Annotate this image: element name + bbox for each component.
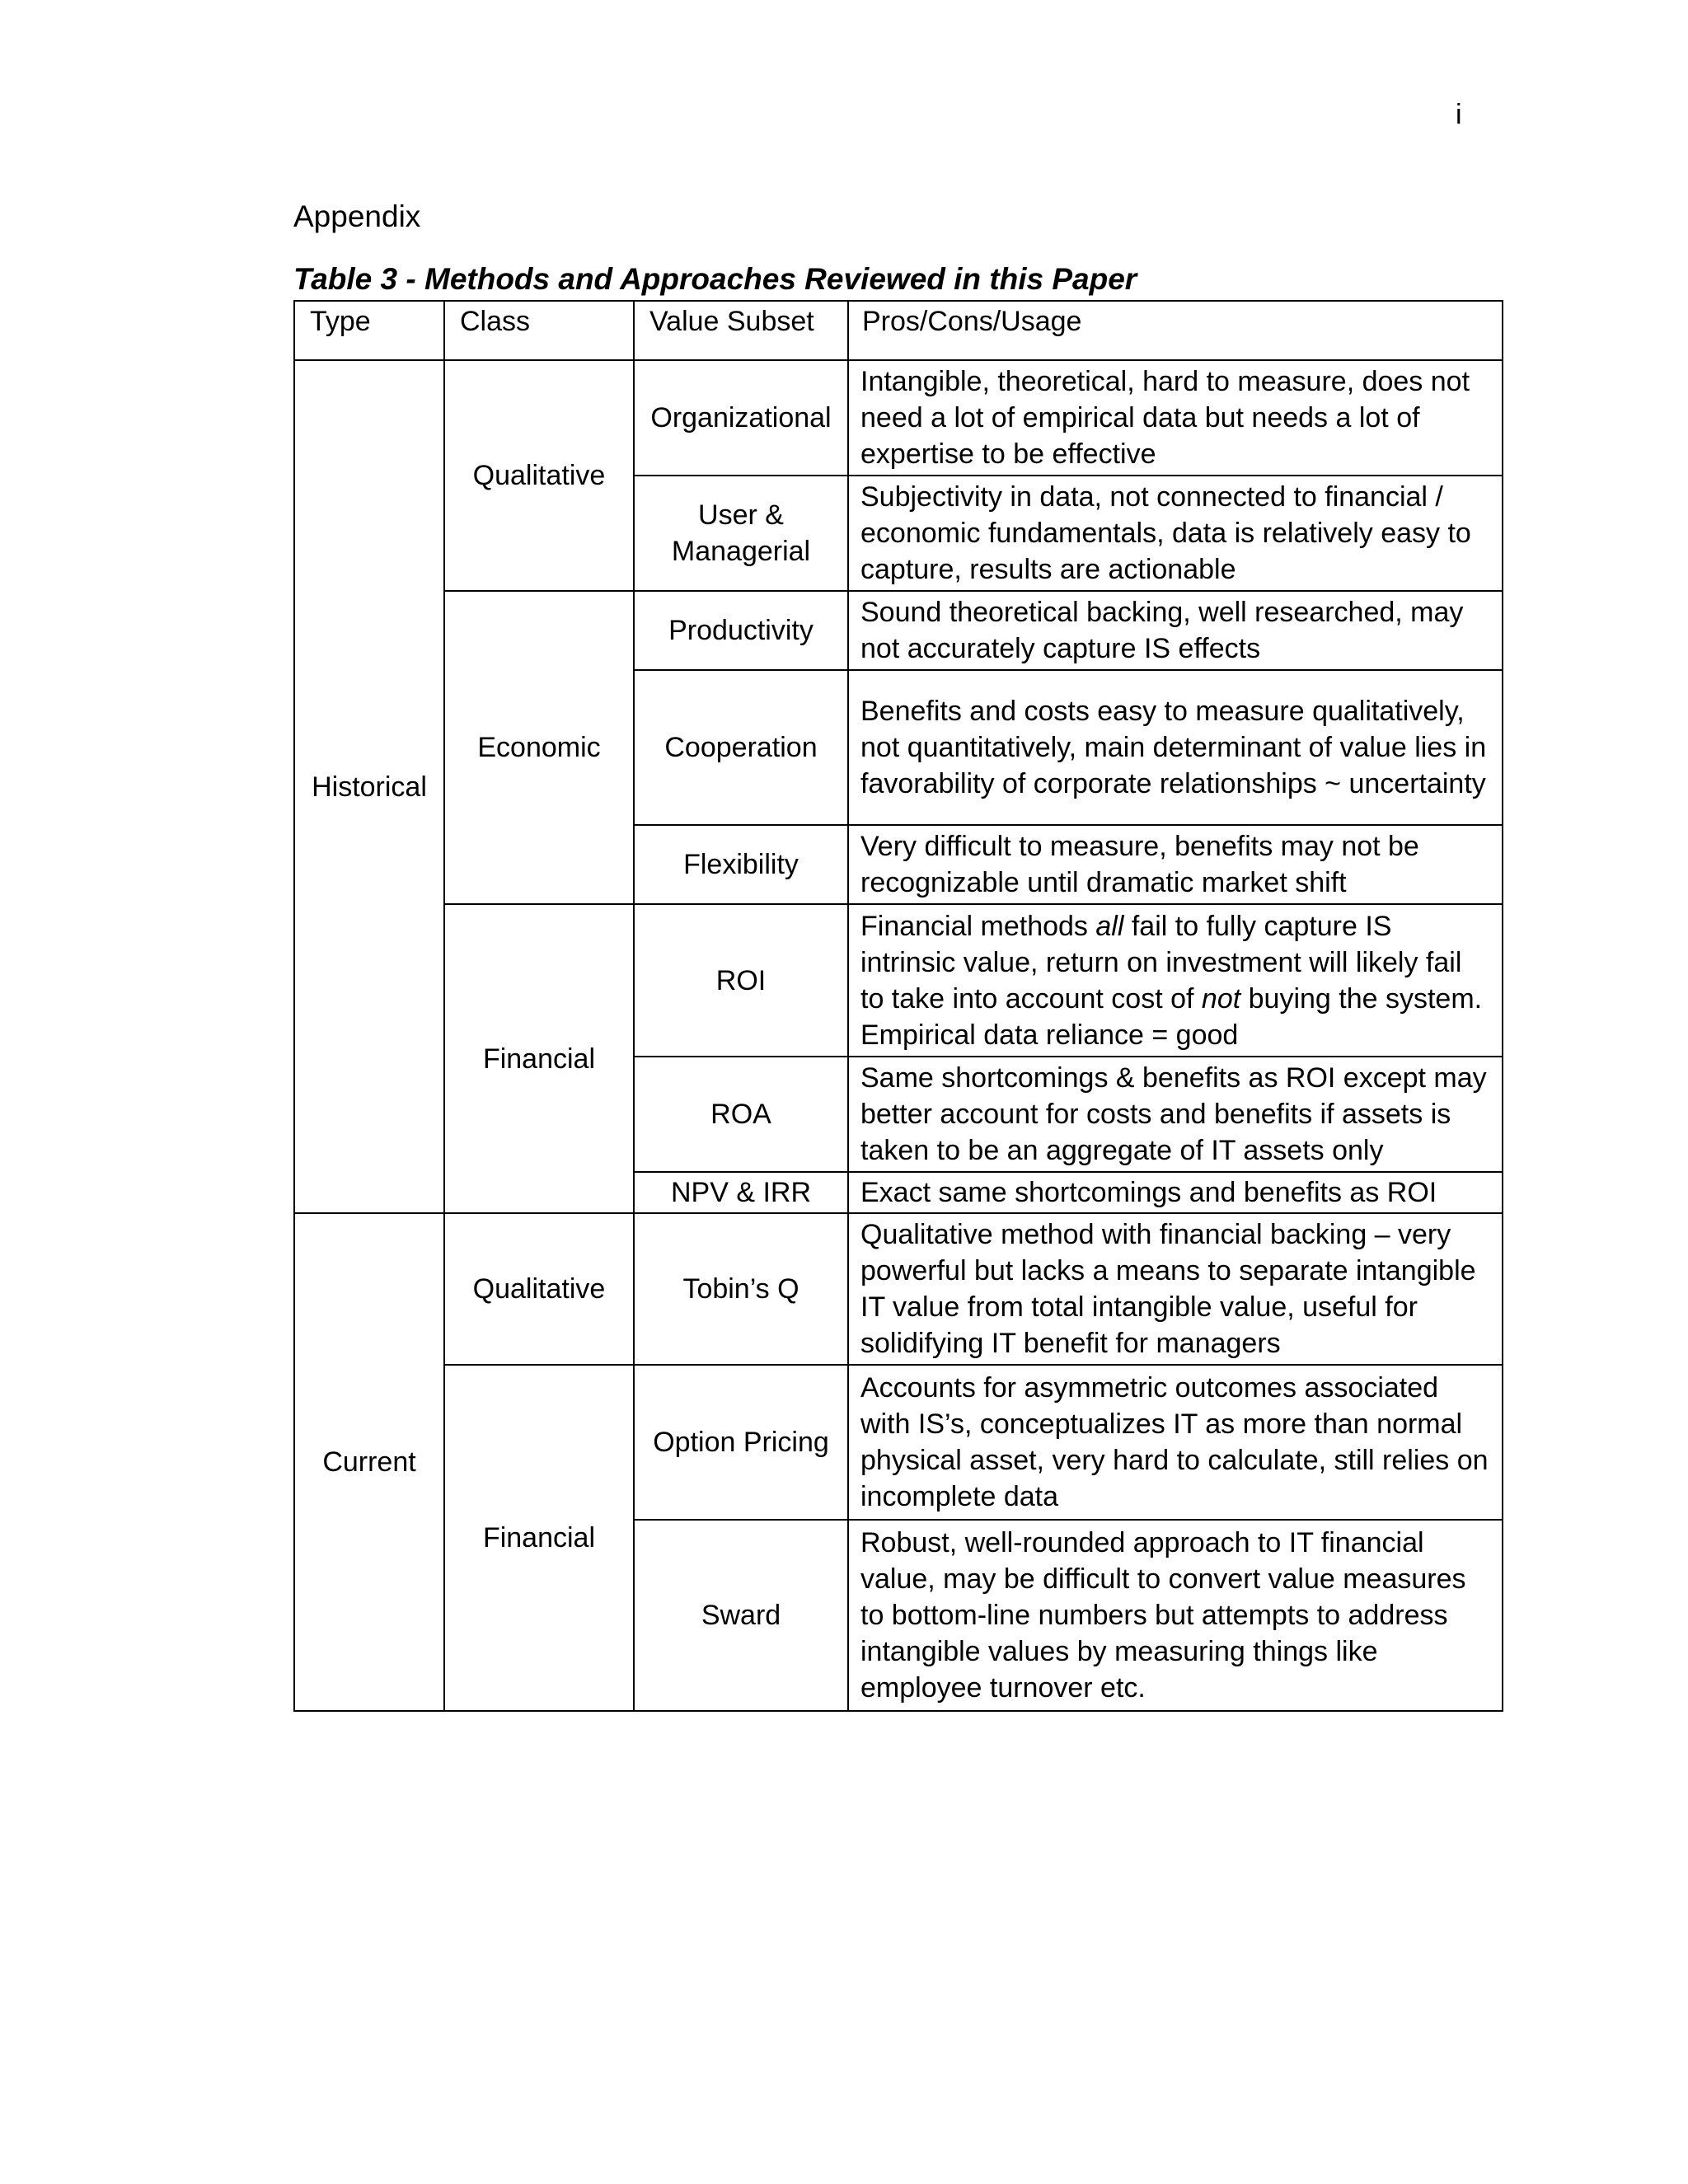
description-cell: Subjectivity in data, not connected to financial / economic fundamentals, data is relatively easy to capture, results are actionable (848, 476, 1503, 591)
description-cell: Robust, well-rounded approach to IT financial value, may be difficult to convert value measures to bottom-line numbers but attempts to address intangible values by measuring things like employee turnover etc. (848, 1520, 1503, 1711)
header-class: Class (444, 301, 634, 360)
description-cell: Sound theoretical backing, well researched, may not accurately capture IS effects (848, 591, 1503, 670)
class-cell: Financial (444, 904, 634, 1213)
description-cell (848, 904, 1503, 1057)
page-number: i (1456, 99, 1462, 130)
value-subset-cell: Sward (634, 1520, 848, 1711)
description-cell: Same shortcomings & benefits as ROI except may better account for costs and benefits if assets is taken to be an aggregate of IT assets only (848, 1057, 1503, 1172)
type-cell: Historical (294, 360, 444, 1213)
table-row (294, 591, 1503, 670)
value-subset-cell: NPV & IRR (634, 1172, 848, 1213)
table-header-row (294, 301, 1503, 360)
type-cell: Current (294, 1213, 444, 1711)
value-subset-cell: ROI (634, 904, 848, 1057)
description-cell: Intangible, theoretical, hard to measure, does not need a lot of empirical data but needs a lot of expertise to be effective (848, 360, 1503, 476)
description-cell: Exact same shortcomings and benefits as ROI (848, 1172, 1503, 1213)
desc-emphasis: all (1095, 910, 1124, 942)
value-subset-cell: User & Managerial (634, 476, 848, 591)
appendix-heading: Appendix (293, 199, 421, 233)
desc-emphasis: not (1201, 982, 1241, 1015)
class-cell: Qualitative (444, 1213, 634, 1365)
description-cell: Qualitative method with financial backing – very powerful but lacks a means to separate intangible IT value from total intangible value, useful for solidifying IT benefit for managers (848, 1213, 1503, 1365)
desc-text: Financial methods (860, 910, 1096, 942)
table-row (294, 904, 1503, 1057)
value-subset-cell: Tobin’s Q (634, 1213, 848, 1365)
description-cell: Benefits and costs easy to measure qualitatively, not quantitatively, main determinant of value lies in favorability of corporate relationships ~ uncertainty (848, 670, 1503, 825)
value-subset-cell: Cooperation (634, 670, 848, 825)
table-row (294, 1365, 1503, 1520)
class-cell: Qualitative (444, 360, 634, 591)
class-cell: Economic (444, 591, 634, 904)
header-value-subset: Value Subset (634, 301, 848, 360)
header-pros-cons: Pros/Cons/Usage (848, 301, 1503, 360)
description-cell: Accounts for asymmetric outcomes associated with IS’s, conceptualizes IT as more than normal physical asset, very hard to calculate, still relies on incomplete data (848, 1365, 1503, 1520)
desc-text: buying the system. Empirical data reliance = good (860, 982, 1483, 1051)
table-row (294, 1213, 1503, 1365)
header-type: Type (294, 301, 444, 360)
value-subset-cell: Organizational (634, 360, 848, 476)
value-subset-cell: ROA (634, 1057, 848, 1172)
value-subset-cell: Productivity (634, 591, 848, 670)
desc-text: fail to fully capture IS intrinsic value, return on investment will likely fail to take into account cost of (860, 910, 1462, 1015)
value-subset-cell: Option Pricing (634, 1365, 848, 1520)
description-cell: Very difficult to measure, benefits may not be recognizable until dramatic market shift (848, 825, 1503, 904)
table-caption: Table 3 - Methods and Approaches Reviewed in this Paper (293, 262, 1137, 296)
methods-table (293, 300, 1503, 1712)
value-subset-cell: Flexibility (634, 825, 848, 904)
class-cell: Financial (444, 1365, 634, 1711)
table-row (294, 360, 1503, 476)
